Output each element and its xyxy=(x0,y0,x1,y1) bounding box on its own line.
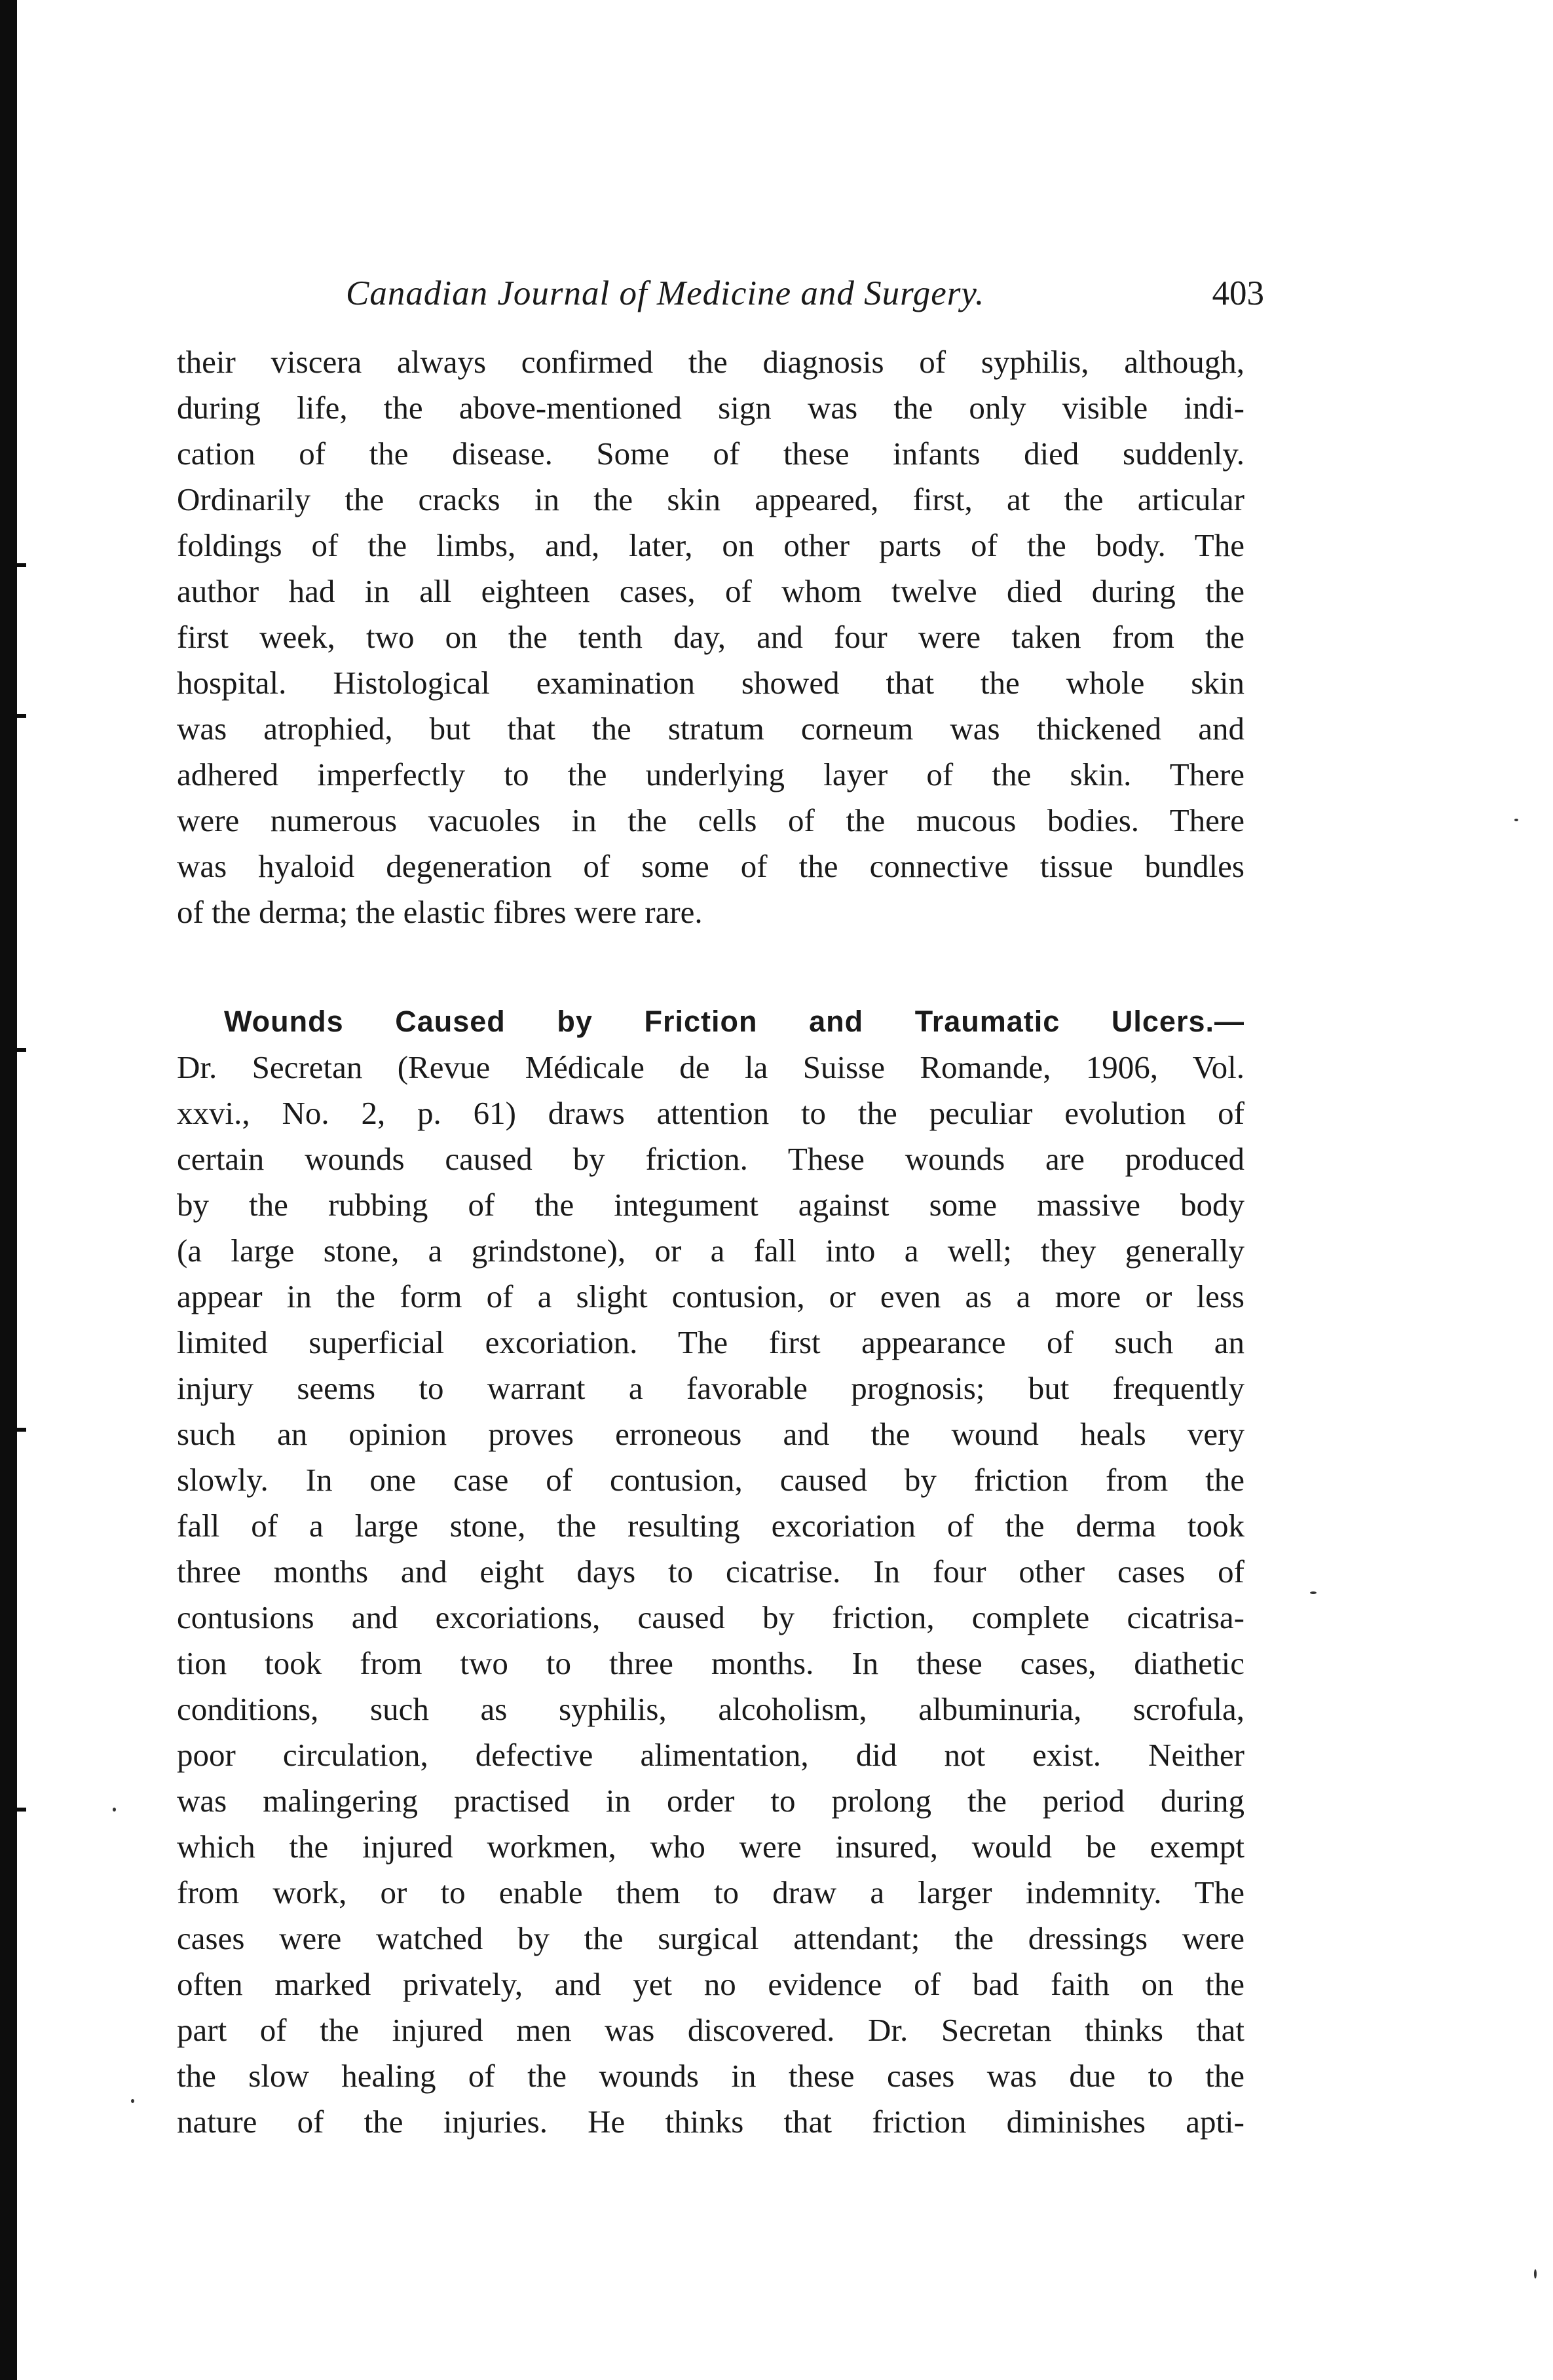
text-line: appear in the form of a slight contusion, or even as a more or less xyxy=(177,1278,1244,1314)
text-line: was hyaloid degeneration of some of the connective tissue bundles xyxy=(177,848,1244,884)
ink-speck xyxy=(1514,819,1518,821)
section-heading: Wounds Caused by Friction and Traumatic Ulcers.— xyxy=(224,1005,1244,1038)
text-line: poor circulation, defective alimentation, did not exist. Neither xyxy=(177,1737,1244,1773)
text-line: three months and eight days to cicatrise. In four other cases of xyxy=(177,1553,1244,1590)
running-title: Canadian Journal of Medicine and Surgery. xyxy=(346,274,985,312)
paragraph-syphilis xyxy=(177,339,1244,935)
page-number: 403 xyxy=(1212,274,1264,312)
text-line: which the injured workmen, who were insured, would be exempt xyxy=(177,1829,1244,1865)
text-line: nature of the injuries. He thinks that friction diminishes apti- xyxy=(177,2104,1244,2140)
binding-notch xyxy=(17,1808,26,1812)
text-line: limited superficial excoriation. The first appearance of such an xyxy=(177,1324,1244,1360)
text-line: was malingering practised in order to prolong the period during xyxy=(177,1783,1244,1819)
text-line: from work, or to enable them to draw a larger indemnity. The xyxy=(177,1874,1244,1910)
binding-notch xyxy=(17,1428,26,1432)
ink-speck xyxy=(131,2099,134,2103)
text-line: author had in all eighteen cases, of whom twelve died during the xyxy=(177,573,1244,609)
text-line: hospital. Histological examination showed that the whole skin xyxy=(177,665,1244,701)
text-line: Dr. Secretan (Revue Médicale de la Suisse Romande, 1906, Vol. xyxy=(177,1049,1244,1085)
text-line: the slow healing of the wounds in these cases was due to the xyxy=(177,2058,1244,2094)
text-line: contusions and excoriations, caused by friction, complete cicatrisa- xyxy=(177,1599,1244,1635)
ink-speck xyxy=(1310,1591,1317,1594)
text-line: during life, the above-mentioned sign was the only visible indi- xyxy=(177,390,1244,426)
text-line: injury seems to warrant a favorable prognosis; but frequently xyxy=(177,1370,1244,1406)
text-line: of the derma; the elastic fibres were rare. xyxy=(177,894,703,930)
text-line: Ordinarily the cracks in the skin appeared, first, at the articular xyxy=(177,481,1244,517)
text-line: by the rubbing of the integument against some massive body xyxy=(177,1187,1244,1223)
paragraph-wounds xyxy=(177,999,1244,2145)
binding-notch xyxy=(17,1048,26,1052)
text-line: fall of a large stone, the resulting excoriation of the derma took xyxy=(177,1508,1244,1544)
text-line: such an opinion proves erroneous and the wound heals very xyxy=(177,1416,1244,1452)
binding-notch xyxy=(17,563,26,567)
text-line: conditions, such as syphilis, alcoholism, albuminuria, scrofula, xyxy=(177,1691,1244,1727)
text-line: xxvi., No. 2, p. 61) draws attention to the peculiar evolution of xyxy=(177,1095,1244,1131)
text-line: adhered imperfectly to the underlying layer of the skin. There xyxy=(177,756,1244,792)
text-line: foldings of the limbs, and, later, on other parts of the body. The xyxy=(177,527,1244,563)
text-line: first week, two on the tenth day, and four were taken from the xyxy=(177,619,1244,655)
text-line: cation of the disease. Some of these infants died suddenly. xyxy=(177,436,1244,472)
ink-speck xyxy=(1534,2269,1537,2278)
text-line: were numerous vacuoles in the cells of the mucous bodies. There xyxy=(177,802,1244,838)
text-line: part of the injured men was discovered. Dr. Secretan thinks that xyxy=(177,2012,1244,2048)
text-line: was atrophied, but that the stratum corneum was thickened and xyxy=(177,711,1244,747)
binding-notch xyxy=(17,714,26,718)
text-line: cases were watched by the surgical attendant; the dressings were xyxy=(177,1920,1244,1956)
text-line: slowly. In one case of contusion, caused by friction from the xyxy=(177,1462,1244,1498)
binding-edge xyxy=(0,0,17,2380)
text-line: certain wounds caused by friction. These wounds are produced xyxy=(177,1141,1244,1177)
text-line: their viscera always confirmed the diagnosis of syphilis, although, xyxy=(177,344,1244,380)
text-line: often marked privately, and yet no evidence of bad faith on the xyxy=(177,1966,1244,2002)
text-line: tion took from two to three months. In these cases, diathetic xyxy=(177,1645,1244,1681)
text-line: (a large stone, a grindstone), or a fall into a well; they generally xyxy=(177,1233,1244,1269)
running-header xyxy=(177,274,1264,326)
ink-speck xyxy=(113,1808,116,1812)
